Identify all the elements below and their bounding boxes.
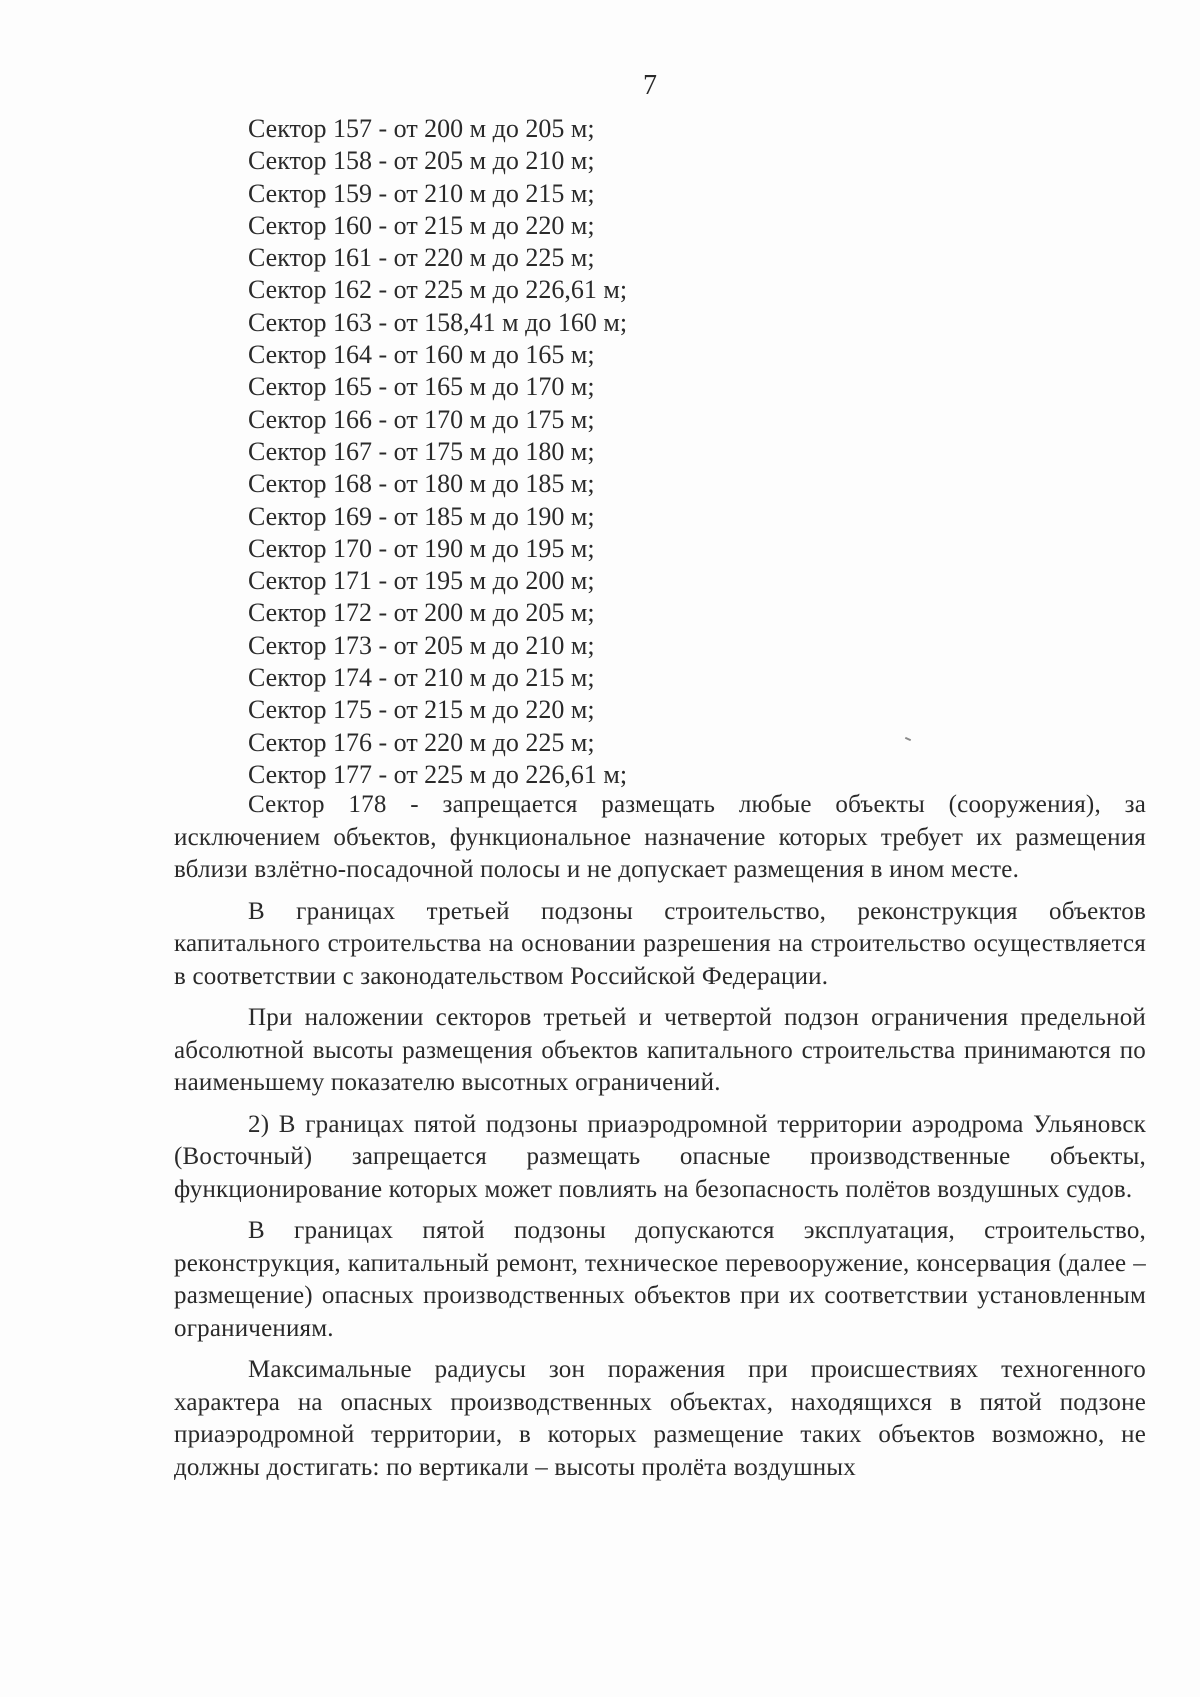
paragraph-fifth-subzone-permitted: В границах пятой подзоны допускаются эксплуатация, строительство, реконструкция, капитальный ремонт, техническое перевооружение, консервация (далее – размещение) опасных производственных объектов при их соответствии установленным ограничениям.: [174, 1217, 1146, 1342]
sector-item: Сектор 166 - от 170 м до 175 м;: [248, 404, 595, 434]
sector-item: Сектор 167 - от 175 м до 180 м;: [248, 436, 595, 466]
sector-item: Сектор 171 - от 195 м до 200 м;: [248, 566, 595, 596]
sector-item: Сектор 169 - от 185 м до 190 м;: [248, 501, 595, 531]
sector-item: Сектор 158 - от 205 м до 210 м;: [248, 146, 595, 176]
sector-item: Сектор 176 - от 220 м до 225 м;: [248, 727, 595, 757]
sector-item: Сектор 165 - от 165 м до 170 м;: [248, 372, 595, 402]
sector-item: Сектор 170 - от 190 м до 195 м;: [248, 533, 595, 563]
sector-item: Сектор 173 - от 205 м до 210 м;: [248, 630, 595, 660]
paragraph-sector-178: Сектор 178 - запрещается размещать любые объекты (сооружения), за исключением объектов, функциональное назначение которых требует их размещения вблизи взлётно-посадочной полосы и не допускает размещения в ином месте.: [174, 791, 1146, 883]
sector-item: Сектор 161 - от 220 м до 225 м;: [248, 243, 595, 273]
page-number: 7: [643, 70, 657, 101]
paragraph-max-radius: Максимальные радиусы зон поражения при происшествиях техногенного характера на опасных производственных объектах, находящихся в пятой подзоне приаэродромной территории, в которых размещение таких объектов возможно, не должны достигать: по вертикали – высоты пролёта воздушных: [174, 1356, 1146, 1481]
sector-item: Сектор 159 - от 210 м до 215 м;: [248, 178, 595, 208]
sector-item: Сектор 163 - от 158,41 м до 160 м;: [248, 307, 628, 337]
sector-item: Сектор 157 - от 200 м до 205 м;: [248, 114, 595, 143]
sector-list: [248, 113, 948, 791]
sector-item: Сектор 175 - от 215 м до 220 м;: [248, 695, 595, 725]
paragraph-fifth-subzone: 2) В границах пятой подзоны приаэродромной территории аэродрома Ульяновск (Восточный) запрещается размещать опасные производственные объекты, функционирование которых может повлиять на безопасность полётов воздушных судов.: [174, 1110, 1146, 1203]
sector-item: Сектор 172 - от 200 м до 205 м;: [248, 598, 595, 628]
sector-item: Сектор 162 - от 225 м до 226,61 м;: [248, 275, 628, 305]
sector-item: Сектор 174 - от 210 м до 215 м;: [248, 663, 595, 693]
sector-item: Сектор 164 - от 160 м до 165 м;: [248, 340, 595, 370]
paragraph-overlap: При наложении секторов третьей и четвертой подзон ограничения предельной абсолютной высоты размещения объектов капитального строительства принимаются по наименьшему показателю высотных ограничений.: [174, 1004, 1146, 1096]
body-text: [174, 789, 1146, 1484]
sector-item: Сектор 160 - от 215 м до 220 м;: [248, 210, 595, 240]
sector-item: Сектор 177 - от 225 м до 226,61 м;: [248, 759, 628, 789]
sector-item: Сектор 168 - от 180 м до 185 м;: [248, 469, 595, 499]
paragraph-third-subzone: В границах третьей подзоны строительство, реконструкция объектов капитального строительства на основании разрешения на строительство осуществляется в соответствии с законодательством Российской Федерации.: [174, 897, 1146, 990]
